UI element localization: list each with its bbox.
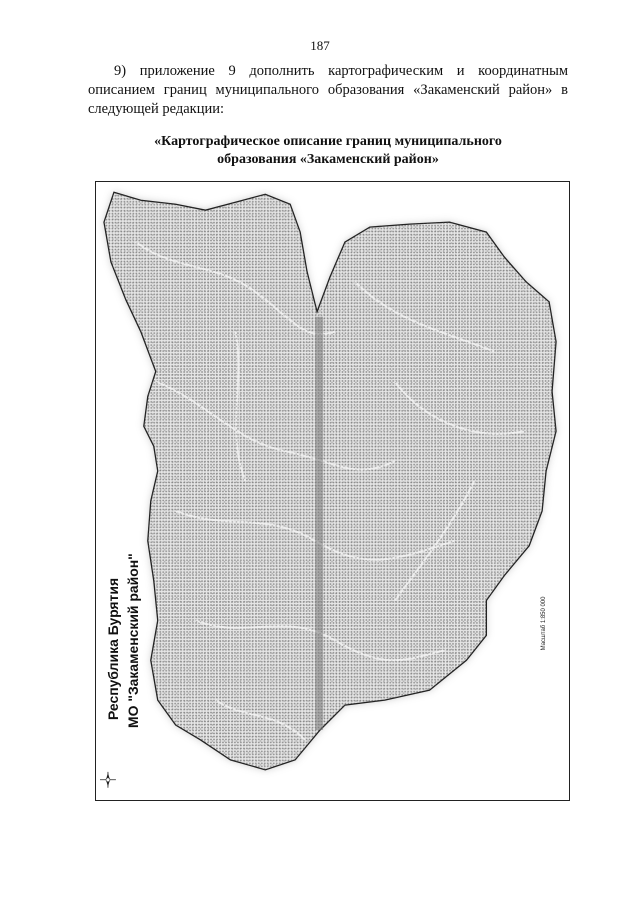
heading-line-1: «Картографическое описание границ муниципального bbox=[154, 134, 502, 149]
heading-line-2: образования «Закаменский район» bbox=[217, 152, 439, 167]
district-map bbox=[96, 182, 569, 800]
scale-label bbox=[541, 596, 547, 650]
map-label-line-1: Республика Бурятия bbox=[104, 577, 121, 721]
scale-text: Масштаб 1:850 000 bbox=[541, 596, 548, 651]
intro-paragraph: 9) приложение 9 дополнить картографическим и координатным описанием границ муниципального образования «Закаменский район» в следующей редакции: bbox=[88, 63, 568, 117]
map-label bbox=[105, 553, 141, 728]
central-meridian-line bbox=[315, 317, 323, 730]
map-heading bbox=[88, 133, 568, 169]
map-frame bbox=[95, 181, 570, 801]
page-number: 187 bbox=[310, 38, 330, 53]
compass-rose-icon bbox=[100, 772, 116, 788]
map-label-line-2: МО "Закаменский район" bbox=[124, 553, 141, 728]
terrain-texture bbox=[104, 192, 556, 770]
